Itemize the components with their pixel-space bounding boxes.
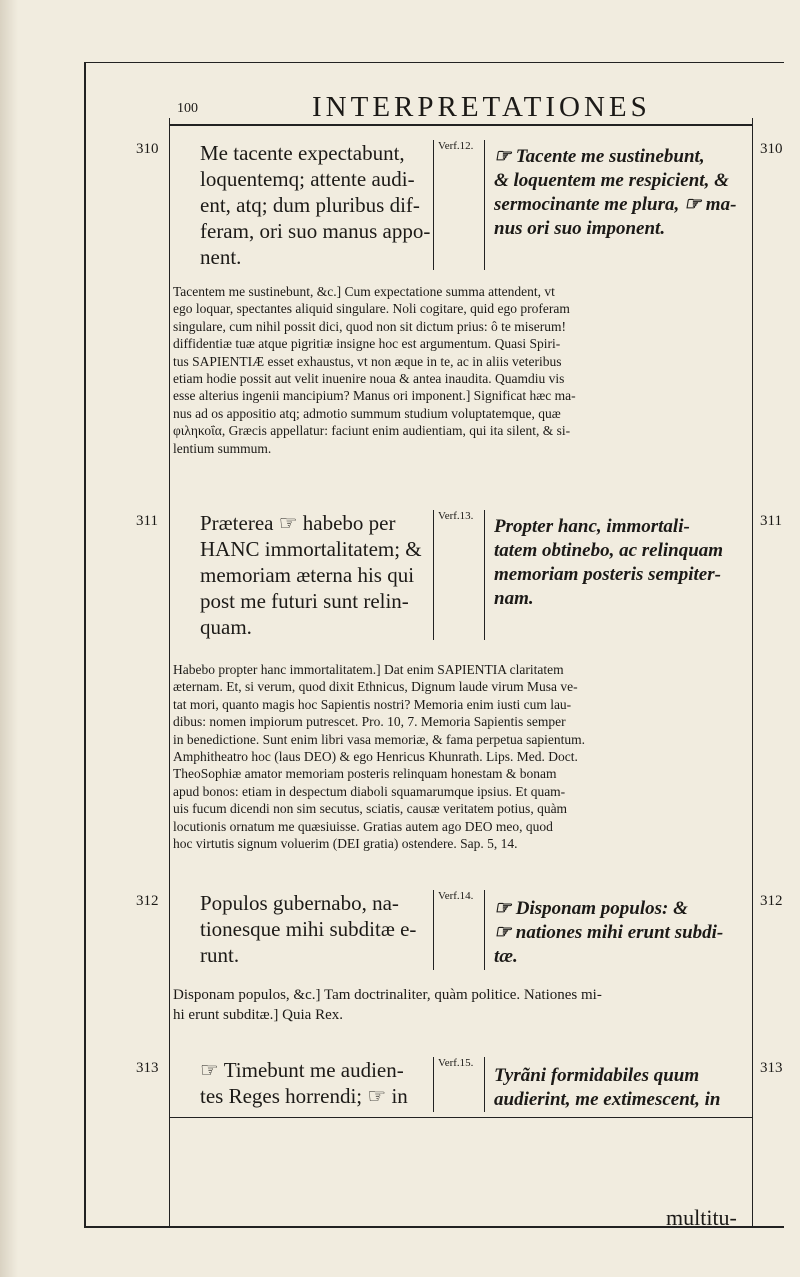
margin-number-313-left: 313: [136, 1060, 159, 1076]
verse-line: Prætereа ☞ habebo per: [200, 511, 396, 535]
margin-number-311-right: 311: [760, 513, 782, 529]
verse-line: ent, atq; dum pluribus dif-: [200, 193, 420, 217]
translation-line: audierint, me extimescent, in: [494, 1089, 721, 1110]
translation-line: ☞ Tacente me sustinebunt,: [494, 146, 705, 167]
verse-14-alt-translation: [494, 897, 723, 969]
verse-line: nent.: [200, 245, 242, 269]
verse-line: runt.: [200, 943, 240, 967]
commentary-line: Disponam populos, &c.] Tam doctrinaliter, quàm politice. Nationes mi-: [173, 987, 602, 1003]
inner-right-rule: [752, 118, 753, 1228]
verse-line: Me tacente expectabunt,: [200, 141, 405, 165]
commentary-line: hi erunt subditæ.] Quia Rex.: [173, 1007, 343, 1023]
margin-number-313-right: 313: [760, 1060, 783, 1076]
commentary-verse-14: [173, 985, 602, 1025]
verse-line: tes Reges horrendi; ☞ in: [200, 1084, 408, 1108]
left-border-rule: [84, 62, 86, 1227]
commentary-verse-12: [173, 283, 576, 457]
bottom-text-rule: [169, 1117, 753, 1118]
top-border-rule: [84, 62, 784, 63]
column-divider: [484, 1057, 485, 1112]
commentary-line: ego loquar, spectantes aliquid singulare. Noli cogitare, quid ego proferam: [173, 301, 570, 317]
translation-line: ☞ nationes mihi erunt subdi-: [494, 922, 724, 943]
commentary-line: tus SAPIENTIÆ esset exhaustus, vt non æque in te, ac in aliis veteribus: [173, 353, 562, 369]
verse-line: HANC immortalitatem; &: [200, 537, 422, 561]
verse-line: memoriam æterna his qui: [200, 563, 415, 587]
margin-number-312-left: 312: [136, 893, 159, 909]
margin-number-312-right: 312: [760, 893, 783, 909]
verse-line: quam.: [200, 615, 252, 639]
commentary-line: locutionis ornatum me quæsiuisse. Gratias autem ago DEO meo, quod: [173, 818, 553, 834]
verse-15-latin: [200, 1057, 408, 1109]
column-divider: [484, 510, 485, 640]
commentary-line: in benedictione. Sunt enim libri vasa memoriæ, & fama perpetua sapientum.: [173, 731, 586, 747]
catchword: multitu-: [666, 1205, 737, 1230]
column-divider: [484, 890, 485, 970]
translation-line: nus ori suo imponent.: [494, 218, 666, 239]
commentary-line: esse alterius ingenii mancipium? Manus ori imponent.] Significat hæc ma-: [173, 388, 576, 404]
column-divider: [433, 1057, 434, 1112]
commentary-line: nus ad os appositio atq; admotio summum studium voluptatemque, quæ: [173, 405, 561, 421]
verse-line: feram, ori suo manus appo-: [200, 219, 431, 243]
inner-left-rule: [169, 118, 170, 1228]
commentary-line: hoc virtutis signum voluerim (DEI gratia) ostendere. Sap. 5, 14.: [173, 836, 518, 852]
commentary-line: dibus: nomen impiorum putrescet. Pro. 10, 7. Memoria Sapientis semper: [173, 714, 566, 730]
translation-line: memoriam posteris sempiter-: [494, 564, 721, 585]
translation-line: nam.: [494, 588, 534, 609]
commentary-line: æternam. Et, si verum, quod dixit Ethnicus, Dignum laude virum Musa ve-: [173, 679, 578, 695]
verse-line: loquentemq; attente audi-: [200, 167, 415, 191]
commentary-line: tat mori, quanto magis hoc Sapientis nostri? Memoria enim iusti cum lau-: [173, 696, 572, 712]
margin-number-310-right: 310: [760, 141, 783, 157]
verse-line: tionesque mihi subditæ e-: [200, 917, 417, 941]
commentary-verse-13: [173, 661, 585, 852]
commentary-line: singulare, cum nihil possit dici, quod non sit dictum prius: ô te miserum!: [173, 318, 566, 334]
commentary-line: Tacentem me sustinebunt, &c.] Cum expectatione summa attendent, vt: [173, 284, 555, 299]
margin-number-311-left: 311: [136, 513, 158, 529]
verse-15-alt-translation: [494, 1064, 720, 1112]
verse-ref-14: Verf.14.: [438, 890, 474, 902]
commentary-line: apud bonos: etiam in despectum diaboli squamarumque ipsius. Et quam-: [173, 783, 566, 799]
verse-13-alt-translation: [494, 515, 723, 611]
commentary-line: diffidentiæ tuæ atque pigritiæ insigne hoc est argumentum. Quasi Spiri-: [173, 336, 561, 352]
column-divider: [484, 140, 485, 270]
translation-line: Tyrãni formidabiles quum: [494, 1065, 700, 1086]
translation-line: Propter hanc, immortali-: [494, 516, 690, 537]
verse-ref-15: Verf.15.: [438, 1057, 474, 1069]
commentary-line: φιληκοΐα, Græcis appellatur: faciunt enim audientiam, qui ita silent, & si-: [173, 423, 571, 439]
commentary-line: Habebo propter hanc immortalitatem.] Dat enim SAPIENTIA claritatem: [173, 662, 564, 677]
column-divider: [433, 140, 434, 270]
translation-line: tæ.: [494, 946, 518, 967]
verse-13-latin: [200, 510, 422, 640]
running-title: INTERPRETATIONES: [312, 91, 651, 123]
translation-line: ☞ Disponam populos: &: [494, 898, 688, 919]
verse-14-latin: [200, 890, 416, 968]
verse-ref-12: Verf.12.: [438, 140, 474, 152]
verse-line: Populos gubernabo, na-: [200, 891, 399, 915]
verse-line: post me futuri sunt relin-: [200, 589, 409, 613]
verse-ref-13: Verf.13.: [438, 510, 474, 522]
commentary-line: Amphitheatro hoc (laus DEO) & ego Henricus Khunrath. Lips. Med. Doct.: [173, 749, 578, 765]
margin-number-310-left: 310: [136, 141, 159, 157]
translation-line: sermocinante me plura, ☞ ma-: [494, 194, 737, 215]
column-divider: [433, 890, 434, 970]
column-divider: [433, 510, 434, 640]
page-edge-shadow: [0, 0, 18, 1277]
commentary-line: TheoSophiæ amator memoriam posteris relinquam honestam & bonam: [173, 766, 557, 782]
verse-line: ☞ Timebunt me audien-: [200, 1058, 404, 1082]
commentary-line: uis fucum dicendi non sim secutus, sciatis, causæ veritatem potius, quàm: [173, 801, 568, 817]
header-rule: [169, 124, 753, 126]
page-number: 100: [177, 101, 198, 116]
translation-line: tatem obtinebo, ac relinquam: [494, 540, 724, 561]
verse-12-alt-translation: [494, 145, 736, 241]
translation-line: & loquentem me respicient, &: [494, 170, 729, 191]
commentary-line: etiam hodie possit aut velit inuenire noua & antea inaudita. Quamdiu vis: [173, 371, 565, 387]
commentary-line: lentium summum.: [173, 440, 272, 456]
verse-12-latin: [200, 140, 430, 270]
